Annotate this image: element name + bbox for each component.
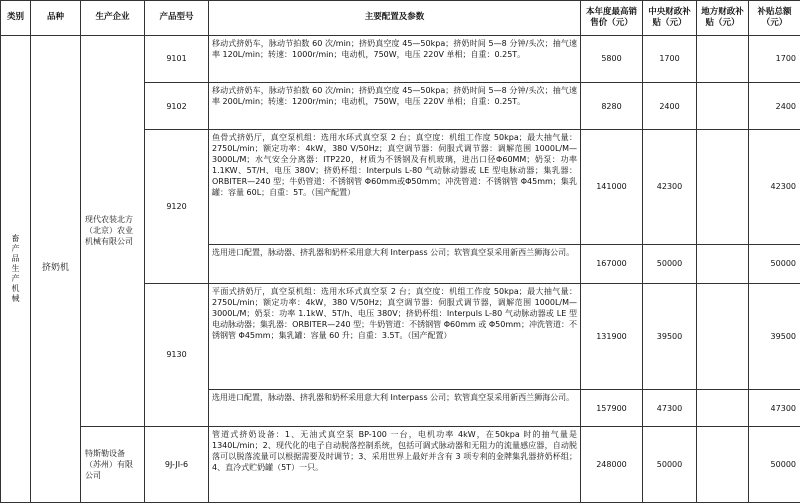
header-config: 主要配置及参数 <box>209 1 581 36</box>
price-cell: 248000 <box>581 427 643 503</box>
total-subsidy-cell: 39500 <box>749 283 800 390</box>
central-subsidy-cell: 50000 <box>643 244 697 283</box>
central-subsidy-cell: 39500 <box>643 283 697 390</box>
total-subsidy-cell: 42300 <box>749 130 800 245</box>
local-subsidy-cell <box>697 390 749 427</box>
total-subsidy-cell: 47300 <box>749 390 800 427</box>
price-cell: 141000 <box>581 130 643 245</box>
header-max-price: 本年度最高销售价（元） <box>581 1 643 36</box>
price-cell: 5800 <box>581 35 643 82</box>
manufacturer-cell: 特斯勒设备（苏州）有限公司 <box>81 427 145 503</box>
config-cell: 移动式挤奶车，脉动节拍数 60 次/min；挤奶真空度 45—50kpa；挤奶时间 5—8 分钟/头次；抽气速率 120L/min；转速：1000r/min；电动机，750W，电压 220V 单相；自重：0.25T。 <box>209 35 581 82</box>
model-cell: 9J-JI-6 <box>145 427 209 503</box>
header-manufacturer: 生产企业 <box>81 1 145 36</box>
price-cell: 131900 <box>581 283 643 390</box>
model-cell: 9102 <box>145 82 209 129</box>
price-cell: 157900 <box>581 390 643 427</box>
header-local-subsidy: 地方财政补贴（元） <box>697 1 749 36</box>
model-cell: 9120 <box>145 130 209 284</box>
header-category: 类别 <box>1 1 31 36</box>
model-cell: 9130 <box>145 283 209 426</box>
config-cell: 移动式挤奶车，脉动节拍数 60 次/min；挤奶真空度 45—50kpa；挤奶时间 5—8 分钟/头次；抽气速率 200L/min；转速：1200r/min；电动机，750W，电压 220V 单相；自重：0.25T。 <box>209 82 581 129</box>
total-subsidy-cell: 1700 <box>749 35 800 82</box>
price-cell: 167000 <box>581 244 643 283</box>
local-subsidy-cell <box>697 244 749 283</box>
central-subsidy-cell: 47300 <box>643 390 697 427</box>
header-model: 产品型号 <box>145 1 209 36</box>
local-subsidy-cell <box>697 35 749 82</box>
header-row <box>1 1 800 36</box>
local-subsidy-cell <box>697 82 749 129</box>
central-subsidy-cell: 50000 <box>643 427 697 503</box>
local-subsidy-cell <box>697 130 749 245</box>
config-cell: 选用进口配置，脉动器、挤乳器和奶杯采用意大利 Interpass 公司；软管真空泵采用新西兰狮海公司。 <box>209 244 581 283</box>
header-central-subsidy: 中央财政补贴（元） <box>643 1 697 36</box>
config-cell: 平面式挤奶厅，真空泵机组：选用水环式真空泵 2 台；真空度：机组工作度 50kpa；最大抽气量：2750L/min；额定功率：4kW，380 V/50Hz；真空调节器：伺服式调节器，调解范围 1000L/M—3000L/M；奶泵：功率 1.1kW、5T/h、电压 380V；挤奶杯组：Interpuls L-80 气动脉动器或 LE 型电动脉动器；集乳器：ORBITER—240 型；牛奶管道：不锈钢管 Φ60mm 或 Φ50mm；冲洗管道：不锈钢管 Φ45mm；集乳罐：容量 60 升；自重：3.5T。（国产配置） <box>209 283 581 390</box>
config-cell: 管道式挤奶设备：1、无油式真空泵 BP-100 一台，电机功率 4kW，在50kpa 时的抽气量是 1340L/min；2、现代化的电子自动脱落控制系统，包括可调式脉动器和无阻力的流量感应器，自动脱落可以脱落流量可以根据需要及时调节；3、采用世界上最好并含有 3 项专利的金牌集乳器挤奶杯组；4、直冷式贮奶罐（5T）一只。 <box>209 427 581 503</box>
variety-cell: 挤奶机 <box>31 35 81 502</box>
header-total-subsidy: 补贴总额（元） <box>749 1 800 36</box>
central-subsidy-cell: 2400 <box>643 82 697 129</box>
table-row <box>1 427 800 503</box>
local-subsidy-cell <box>697 427 749 503</box>
header-variety: 品种 <box>31 1 81 36</box>
price-cell: 8280 <box>581 82 643 129</box>
config-cell: 鱼骨式挤奶厅，真空泵机组：选用水环式真空泵 2 台；真空度：机组工作度 50kpa；最大抽气量：2750L/min；额定功率：4kW，380 V/50Hz；真空调节器：伺服式调节器：调解范围 1000L/M—3000L/M；水气安全分离器：ITP220，材质为不锈钢及有机玻璃，进出口径Φ60MM；奶泵：功率 1.1KW、5T/H、电压 380V；挤奶杯组：Interpuls L-80 气动脉动器或 LE 型电脉动器；集乳器： ORBITER—240 型；牛奶管道：不锈钢管 Φ60mm或Φ50mm；冲洗管道：不锈钢管 Φ45mm；集乳罐：容量 60L；自重：5T。（国产配置） <box>209 130 581 245</box>
manufacturer-cell: 现代农装北方（北京）农业机械有限公司 <box>81 35 145 426</box>
table-row <box>1 35 800 82</box>
total-subsidy-cell: 50000 <box>749 244 800 283</box>
category-cell: 畜产品生产机械 <box>1 35 31 502</box>
central-subsidy-cell: 42300 <box>643 130 697 245</box>
central-subsidy-cell: 1700 <box>643 35 697 82</box>
local-subsidy-cell <box>697 283 749 390</box>
model-cell: 9101 <box>145 35 209 82</box>
total-subsidy-cell: 50000 <box>749 427 800 503</box>
total-subsidy-cell: 2400 <box>749 82 800 129</box>
config-cell: 选用进口配置，脉动器、挤乳器和奶杯采用意大利 Interpass 公司；软管真空泵采用新西兰狮海公司。 <box>209 390 581 427</box>
